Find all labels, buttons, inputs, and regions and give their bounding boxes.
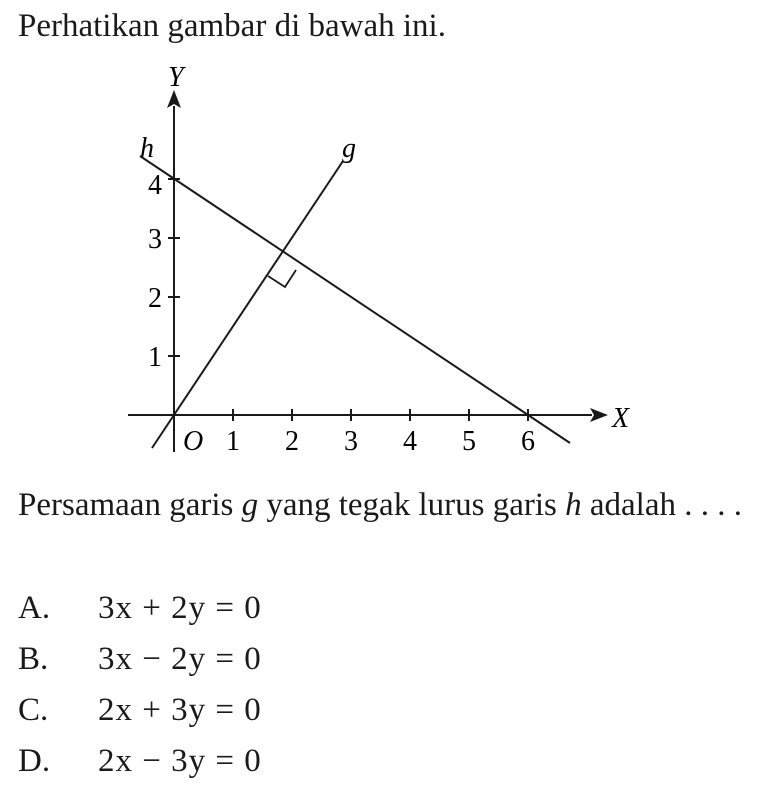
x-tick-label: 5 bbox=[462, 426, 476, 457]
question-line-g: g bbox=[241, 487, 259, 523]
y-tick-label: 1 bbox=[148, 342, 162, 373]
question-line-h: h bbox=[565, 487, 582, 523]
question-part: Persamaan garis bbox=[18, 487, 242, 523]
y-tick-labels bbox=[148, 170, 162, 373]
line-g bbox=[152, 161, 343, 448]
right-angle-marker bbox=[268, 270, 296, 287]
coordinate-diagram bbox=[0, 55, 767, 470]
origin-label: O bbox=[183, 426, 204, 457]
option-label: C. bbox=[18, 692, 49, 728]
option-equation: 3x + 2y = 0 bbox=[98, 590, 262, 626]
option-equation: 2x − 3y = 0 bbox=[98, 743, 262, 779]
question-part: adalah . . . . bbox=[581, 487, 742, 523]
option-c[interactable] bbox=[18, 687, 262, 738]
x-tick-label: 3 bbox=[344, 426, 358, 457]
question-part: yang tegak lurus garis bbox=[258, 487, 566, 523]
y-axis-label: Y bbox=[168, 62, 184, 93]
x-tick-label: 1 bbox=[226, 426, 240, 457]
line-h-label: h bbox=[140, 133, 154, 164]
x-tick-label: 2 bbox=[285, 426, 299, 457]
option-a[interactable] bbox=[18, 585, 262, 636]
intro-text: Perhatikan gambar di bawah ini. bbox=[18, 8, 446, 44]
x-axis-label: X bbox=[612, 403, 630, 434]
question-text bbox=[18, 482, 758, 528]
option-d[interactable] bbox=[18, 738, 262, 789]
option-label: B. bbox=[18, 641, 49, 677]
option-equation: 2x + 3y = 0 bbox=[98, 692, 262, 728]
y-tick-label: 4 bbox=[148, 170, 162, 201]
x-axis-arrow bbox=[590, 408, 608, 422]
x-tick-labels bbox=[226, 426, 535, 457]
line-h bbox=[140, 156, 570, 443]
line-g-label: g bbox=[342, 133, 356, 164]
answer-options bbox=[18, 585, 262, 789]
option-equation: 3x − 2y = 0 bbox=[98, 641, 262, 677]
y-tick-label: 3 bbox=[148, 224, 162, 255]
x-tick-label: 6 bbox=[521, 426, 535, 457]
option-b[interactable] bbox=[18, 636, 262, 687]
x-tick-label: 4 bbox=[403, 426, 417, 457]
option-label: A. bbox=[18, 590, 51, 626]
option-label: D. bbox=[18, 743, 51, 779]
y-tick-label: 2 bbox=[148, 283, 162, 314]
